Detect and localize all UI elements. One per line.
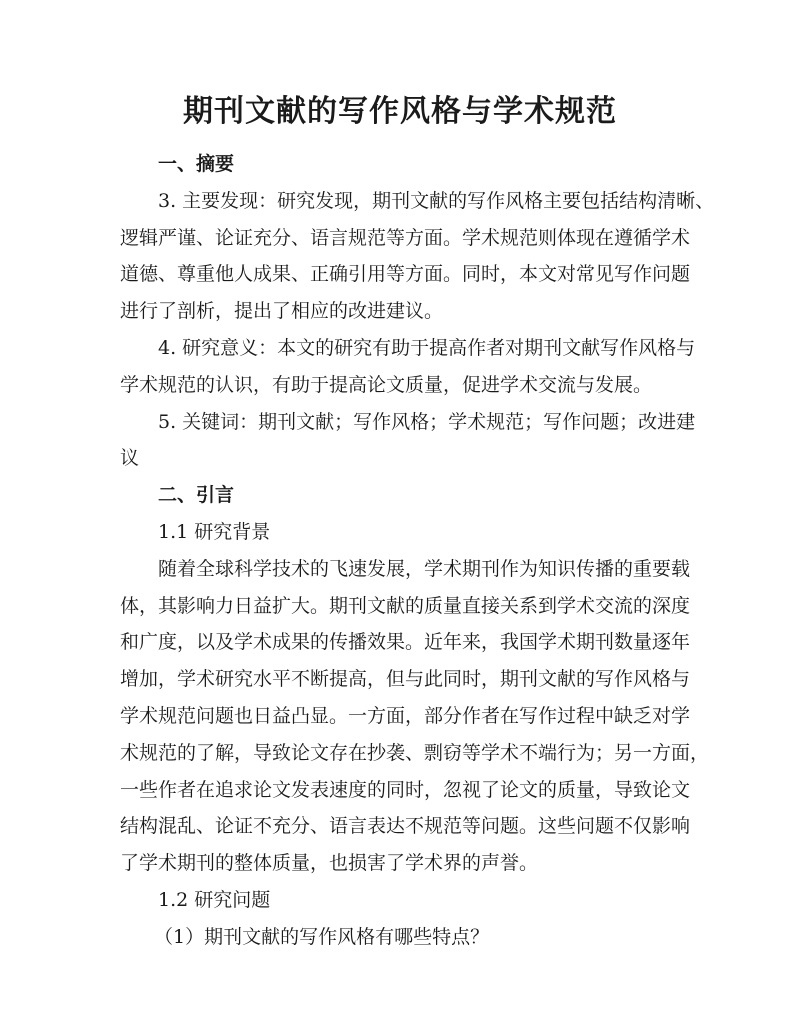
question-item: （1）期刊文献的写作风格有哪些特点？	[154, 925, 490, 948]
paragraph-line: 进行了剖析，提出了相应的改进建议。	[120, 300, 444, 323]
paragraph-line: 增加，学术研究水平不断提高，但与此同时，期刊文献的写作风格与	[120, 668, 691, 691]
section-heading-introduction: 二、引言	[158, 484, 235, 507]
paragraph-line: 学术规范问题也日益凸显。一方面，部分作者在写作过程中缺乏对学	[120, 704, 691, 727]
paragraph-line: 随着全球科学技术的飞速发展，学术期刊作为知识传播的重要载	[158, 557, 691, 580]
paragraph-line: 3. 主要发现：研究发现，期刊文献的写作风格主要包括结构清晰、	[158, 189, 715, 212]
paragraph-line: 一些作者在追求论文发表速度的同时，忽视了论文的质量，导致论文	[120, 778, 691, 801]
paragraph-line: 了学术期刊的整体质量，也损害了学术界的声誉。	[120, 852, 539, 875]
paragraph-line: 和广度，以及学术成果的传播效果。近年来，我国学术期刊数量逐年	[120, 631, 691, 654]
paragraph-line: 议	[120, 447, 140, 470]
paragraph-line: 体，其影响力日益扩大。期刊文献的质量直接关系到学术交流的深度	[120, 594, 691, 617]
subsection-heading-background: 1.1 研究背景	[158, 520, 271, 543]
paragraph-line: 术规范的了解，导致论文存在抄袭、剽窃等学术不端行为；另一方面，	[120, 741, 710, 764]
paragraph-line: 结构混乱、论证不充分、语言表达不规范等问题。这些问题不仅影响	[120, 815, 691, 838]
paragraph-line: 5. 关键词：期刊文献；写作风格；学术规范；写作问题；改进建	[158, 410, 696, 433]
paragraph-line: 道德、尊重他人成果、正确引用等方面。同时，本文对常见写作问题	[120, 263, 691, 286]
page-title: 期刊文献的写作风格与学术规范	[183, 94, 617, 129]
section-heading-abstract: 一、摘要	[158, 153, 235, 175]
paragraph-line: 4. 研究意义：本文的研究有助于提高作者对期刊文献写作风格与	[158, 336, 696, 359]
subsection-heading-questions: 1.2 研究问题	[158, 888, 271, 911]
paragraph-line: 学术规范的认识，有助于提高论文质量，促进学术交流与发展。	[120, 373, 653, 396]
paragraph-line: 逻辑严谨、论证充分、语言规范等方面。学术规范则体现在遵循学术	[120, 226, 691, 249]
document-body	[120, 146, 715, 956]
